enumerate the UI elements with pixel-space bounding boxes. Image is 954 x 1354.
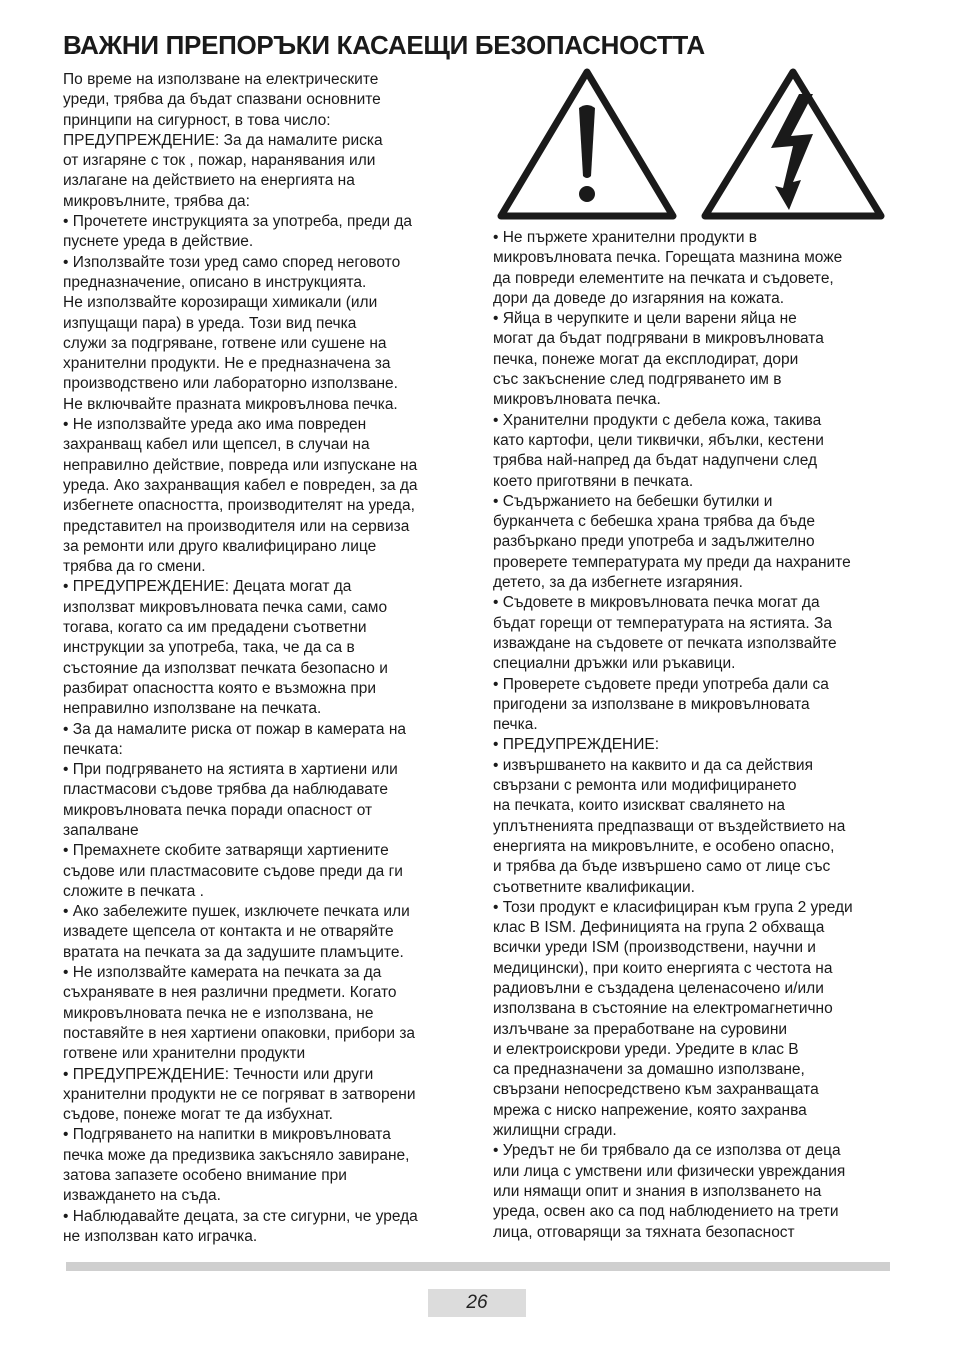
- text-line: или лица с умствени или физически увреждания: [493, 1162, 846, 1180]
- text-line: принципи на сигурност, в това число:: [63, 111, 331, 129]
- text-line: са предназначени за домашно използване,: [493, 1061, 805, 1079]
- text-line: неправилно използване на печката.: [63, 700, 322, 718]
- text-line: специални дръжки или ръкавици.: [493, 655, 736, 673]
- text-line: мрежа с ниско напрежение, която захранва: [493, 1101, 807, 1119]
- text-line: представител на производителя или на сервиза: [63, 517, 410, 535]
- text-line: предназначение, описано в инструкцията.: [63, 273, 367, 291]
- text-line: захранващ кабел или щепсел, в случаи на: [63, 436, 370, 454]
- text-line: служи за подгряване, готвене или сушене на: [63, 334, 387, 352]
- text-line: изпущащи пара) в уреда. Този вид печка: [63, 314, 357, 332]
- text-line: трябва най-напред да бъдат надупчени след: [493, 452, 818, 470]
- text-line: микровълновата печка не е използвана, не: [63, 1004, 374, 1022]
- text-line: сложите в печката .: [63, 882, 204, 900]
- warning-signs: [497, 64, 887, 222]
- text-line: избегнете опасността, производителят на уреда,: [63, 497, 415, 515]
- text-line: готвене или хранителни продукти: [63, 1045, 306, 1063]
- text-line: дори да доведе до изгаряния на кожата.: [493, 289, 785, 307]
- text-line: печка.: [493, 716, 538, 734]
- page-title: ВАЖНИ ПРЕПОРЪКИ КАСАЕЩИ БЕЗОПАСНОСТТА: [63, 30, 705, 60]
- text-line: не използван като играчка.: [63, 1227, 258, 1245]
- text-line: на печката, които изискват свалянето на: [493, 797, 785, 815]
- text-line: печка може да предизвика закъсняло завиране,: [63, 1146, 410, 1164]
- text-line: хранителни продукти не се погряват в затворени: [63, 1085, 416, 1103]
- text-line: • За да намалите риска от пожар в камерата на: [63, 720, 407, 738]
- text-line: разбъркано преди употреба и задължително: [493, 533, 815, 551]
- text-line: със закъснение след подгряването им в: [493, 371, 782, 389]
- text-line: от изгаряне с ток , пожар, наранявания или: [63, 152, 376, 170]
- text-line: да повреди елементите на печката и съдовете,: [493, 269, 834, 287]
- text-line: • ПРЕДУПРЕЖДЕНИЕ: Децата могат да: [63, 578, 352, 596]
- text-line: клас B ISM. Дефиницията на група 2 обхваща: [493, 919, 825, 937]
- text-line: уреда. Ако захранващия кабел е повреден, за да: [63, 476, 418, 494]
- text-line: свързани с ремонта или модифицирането: [493, 777, 797, 795]
- text-line: или нямащи опит и знания в използването на: [493, 1182, 822, 1200]
- text-line: и електроискрови уреди. Уредите в клас B: [493, 1040, 799, 1058]
- text-line: Не използвайте корозиращи химикали (или: [63, 294, 378, 312]
- page-number: 26: [428, 1289, 526, 1317]
- text-line: По време на използване на електрическите: [63, 71, 379, 88]
- text-line: трябва да го смени.: [63, 558, 206, 576]
- text-line: • Уредът не би трябвало да се използва от деца: [493, 1142, 841, 1160]
- text-line: • Не използвайте уреда ако има повреден: [63, 416, 367, 434]
- text-line: микровълните, трябва да:: [63, 192, 250, 210]
- text-line: изваждането на съда.: [63, 1187, 221, 1205]
- text-line: • Проверете съдовете преди употреба дали са: [493, 675, 829, 693]
- text-line: жилищни сгради.: [493, 1122, 617, 1140]
- text-line: съхранявате в нея различни предмети. Когато: [63, 984, 397, 1002]
- text-line: • ПРЕДУПРЕЖДЕНИЕ: Течности или други: [63, 1065, 374, 1083]
- text-line: • ПРЕДУПРЕЖДЕНИЕ:: [493, 736, 660, 754]
- text-line: съдове или пластмасовите съдове преди да ги: [63, 862, 403, 880]
- text-line: което приготвяни в печката.: [493, 472, 694, 490]
- text-line: използват микровълновата печка сами, само: [63, 598, 388, 616]
- text-line: • Хранителни продукти с дебела кожа, такива: [493, 411, 822, 429]
- text-line: пластмасови съдове трябва да наблюдавате: [63, 781, 389, 799]
- left-column-text: [63, 70, 463, 1247]
- text-line: уплътненията предпазващи от въздействието на: [493, 817, 846, 835]
- text-line: • Съдържанието на бебешки бутилки и: [493, 492, 773, 510]
- text-line: печка, понеже могат да експлодират, дори: [493, 350, 799, 368]
- text-line: състояние да използват печката безопасно и: [63, 659, 388, 677]
- text-line: разбират опасността която е възможна при: [63, 679, 376, 697]
- text-line: • Наблюдавайте децата, за сте сигурни, че уреда: [63, 1207, 418, 1225]
- text-line: като картофи, цели тиквички, ябълки, кестени: [493, 431, 824, 449]
- text-line: излъчване за преработване на суровини: [493, 1020, 788, 1038]
- text-line: • Подгряването на напитки в микровълновата: [63, 1126, 391, 1144]
- text-line: използвана в състояние на електромагнетично: [493, 1000, 833, 1018]
- text-line: вратата на печката за да задушите пламъците.: [63, 943, 404, 961]
- text-line: • Не използвайте камерата на печката за да: [63, 964, 382, 982]
- text-line: • Премахнете скобите затварящи хартиените: [63, 842, 389, 860]
- text-line: • Яйца в черупките и цели варени яйца не: [493, 310, 797, 328]
- text-line: изваждане на съдовете от печката използвайте: [493, 634, 837, 652]
- text-line: затова запазете особено внимание при: [63, 1167, 347, 1185]
- text-line: извадете щепсела от контакта и не отваряйте: [63, 923, 394, 941]
- text-line: производствено или лабораторно използване.: [63, 375, 398, 393]
- text-line: могат да бъдат подгрявани в микровълновата: [493, 330, 824, 348]
- text-line: свързани непосредствено към захранващата: [493, 1081, 819, 1099]
- text-line: микровълновата печка.: [493, 391, 661, 409]
- text-line: микровълновата печка поради опасност от: [63, 801, 373, 819]
- text-line: • Прочетете инструкцията за употреба, преди да: [63, 213, 413, 231]
- text-line: за ремонти или друго квалифицирано лице: [63, 537, 377, 555]
- footer-divider: [66, 1262, 890, 1271]
- text-line: детето, за да избегнете изгаряния.: [493, 574, 743, 592]
- text-line: микровълновата печка. Горещата мазнина може: [493, 249, 843, 267]
- text-line: проверете температурата му преди да нахраните: [493, 553, 851, 571]
- text-line: бъдат горещи от температурата на ястията. За: [493, 614, 832, 632]
- text-line: лица, отговарящи за тяхната безопасност: [493, 1223, 795, 1241]
- text-line: радиовълни е създадена целенасочено и/или: [493, 979, 824, 997]
- text-line: енергията на микровълните, е особено опасно,: [493, 837, 835, 855]
- text-line: тогава, когато са им предадени съответни: [63, 619, 367, 637]
- text-line: хранителни продукти. Не е предназначена за: [63, 355, 391, 373]
- text-line: инструкции за употреба, така, че да са в: [63, 639, 355, 657]
- text-line: печката:: [63, 740, 123, 758]
- text-line: • Използвайте този уред само според неговото: [63, 253, 401, 271]
- text-line: бурканчета с бебешка храна трябва да бъде: [493, 513, 816, 531]
- text-line: • Съдовете в микровълновата печка могат да: [493, 594, 820, 612]
- text-line: • При подгряването на ястията в хартиени или: [63, 761, 398, 779]
- text-line: пригодени за използване в микровълновата: [493, 695, 810, 713]
- text-line: и трябва да бъде извършено само от лице със: [493, 858, 831, 876]
- exclamation-warning-icon: [501, 72, 673, 216]
- text-line: пуснете уреда в действие.: [63, 233, 254, 251]
- text-line: • Този продукт е класифициран към група 2 уреди: [493, 898, 853, 916]
- text-line: • извършването на каквито и да са действия: [493, 756, 813, 774]
- text-line: съответните квалификации.: [493, 878, 695, 896]
- text-line: • Ако забележите пушек, изключете печката или: [63, 903, 410, 921]
- text-line: поставяйте в нея хартиени опаковки, прибори за: [63, 1024, 416, 1042]
- text-line: всички уреди ISM (производствени, научни и: [493, 939, 816, 957]
- text-line: Не включвайте празната микровълнова печка.: [63, 395, 398, 413]
- text-line: • Не пържете хранителни продукти в: [493, 229, 758, 246]
- text-line: запалване: [63, 821, 139, 839]
- text-line: неправилно действие, повреда или изпускане на: [63, 456, 418, 474]
- text-line: съдове, понеже могат те да избухнат.: [63, 1106, 333, 1124]
- high-voltage-warning-icon: [705, 72, 881, 216]
- right-column-text: [493, 228, 898, 1243]
- text-line: излагане на действието на енергията на: [63, 172, 355, 190]
- text-line: уреда, освен ако са под наблюдението на трети: [493, 1203, 839, 1221]
- text-line: ПРЕДУПРЕЖДЕНИЕ: За да намалите риска: [63, 131, 383, 149]
- text-line: медицински), при които енергията с честота на: [493, 959, 833, 977]
- text-line: уреди, трябва да бъдат спазвани основните: [63, 91, 381, 109]
